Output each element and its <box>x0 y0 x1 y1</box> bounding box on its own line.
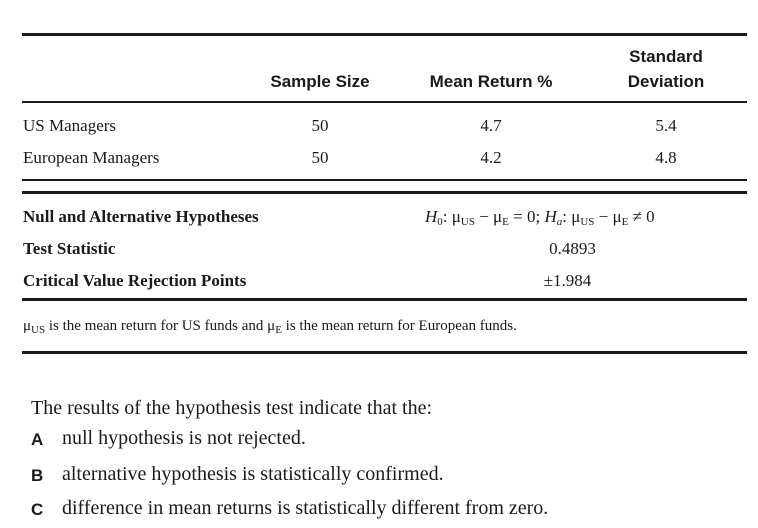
col-header-sample-size: Sample Size <box>270 72 370 91</box>
h0-symbol: H <box>425 207 438 226</box>
mu-e-sub: E <box>502 216 509 228</box>
section-rule-3 <box>22 298 747 301</box>
col-header-std-dev-line1: Standard <box>629 47 703 66</box>
option-a-letter: A <box>31 430 44 449</box>
cell-us-std: 5.4 <box>655 116 677 135</box>
mu-e-sub-2: E <box>621 216 629 228</box>
cell-eu-sample: 50 <box>311 148 329 167</box>
fn-e-sub: E <box>275 324 282 336</box>
question-stem: The results of the hypothesis test indicate that the: <box>31 397 433 419</box>
option-c-letter: C <box>31 500 44 519</box>
cell-eu-mean: 4.2 <box>480 148 502 167</box>
option-a[interactable] <box>31 427 306 450</box>
test-label-critical: Critical Value Rejection Points <box>23 271 247 290</box>
test-statistic-value: 0.4893 <box>549 239 596 258</box>
test-label-hypotheses: Null and Alternative Hypotheses <box>23 207 259 226</box>
eq-zero: = 0; <box>508 207 545 226</box>
mu-us-sub-2: US <box>580 216 595 228</box>
ha-sub-letter: a <box>556 216 563 228</box>
option-c-text: difference in mean returns is statistically different from zero. <box>62 497 549 519</box>
mu-us-sub: US <box>460 216 475 228</box>
h0-sub: 0 <box>437 216 443 228</box>
ha-part: : μ <box>562 207 581 226</box>
table-footnote <box>23 318 517 336</box>
option-c[interactable] <box>31 497 549 520</box>
h0-part: : μ <box>442 207 461 226</box>
table-top-rule <box>22 33 747 36</box>
minus-1: − μ <box>474 207 503 226</box>
hypotheses-value <box>425 207 655 228</box>
row-label-us: US Managers <box>23 116 117 135</box>
col-header-mean-return: Mean Return % <box>429 72 553 91</box>
option-b-text: alternative hypothesis is statistically confirmed. <box>62 463 444 485</box>
fn-mu: μ <box>23 318 32 334</box>
table-bottom-rule <box>22 351 747 354</box>
option-a-text: null hypothesis is not rejected. <box>62 427 306 449</box>
critical-value: ±1.984 <box>543 271 592 290</box>
minus-2: − μ <box>594 207 622 226</box>
fn-text1: is the mean return for US funds and μ <box>45 318 276 334</box>
cell-us-sample: 50 <box>311 116 329 135</box>
cell-eu-std: 4.8 <box>655 148 677 167</box>
ha-symbol: H <box>544 207 557 226</box>
option-b[interactable] <box>31 463 444 486</box>
fn-text2: is the mean return for European funds. <box>281 318 517 334</box>
cell-us-mean: 4.7 <box>480 116 502 135</box>
section-rule-1 <box>22 179 747 181</box>
fn-us-sub: US <box>31 324 46 336</box>
option-b-letter: B <box>31 466 44 485</box>
col-header-std-dev-line2: Deviation <box>627 72 705 91</box>
neq-zero: ≠ 0 <box>628 207 655 226</box>
section-rule-2 <box>22 191 747 194</box>
row-label-eu: European Managers <box>23 148 160 167</box>
header-bottom-rule <box>22 101 747 103</box>
test-label-statistic: Test Statistic <box>23 239 116 258</box>
